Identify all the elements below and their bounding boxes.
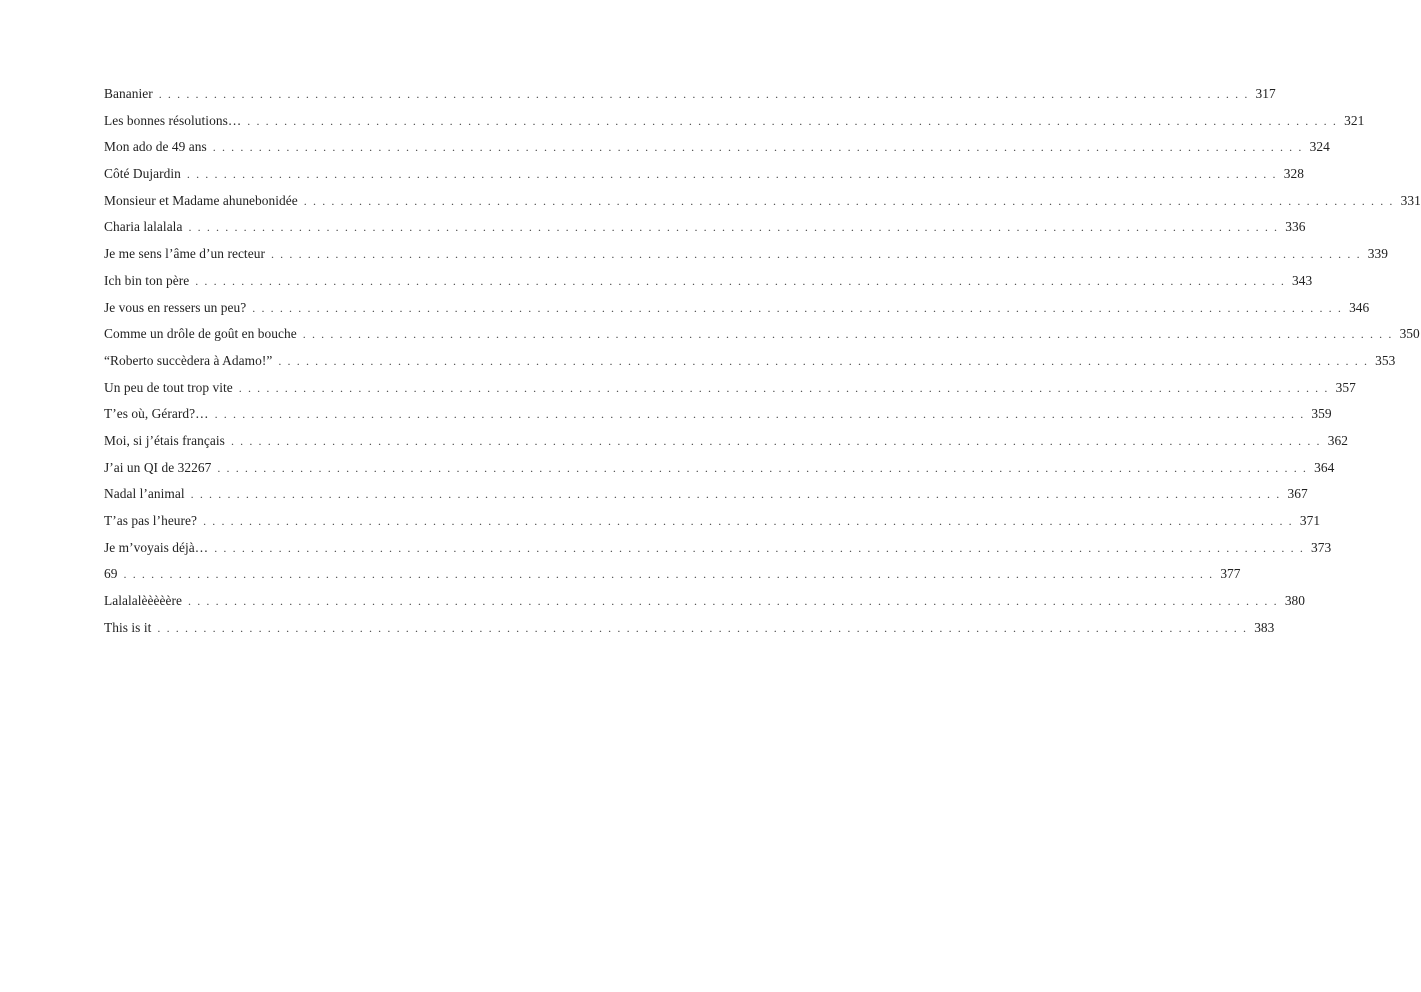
toc-dot-leader: ....................................................................................................................... [188, 220, 1284, 235]
toc-entry-page-number: 324 [1309, 139, 1330, 155]
toc-dot-leader: ....................................................................................................................... [230, 433, 1326, 448]
toc-entry [104, 112, 1365, 140]
toc-dot-leader: ....................................................................................................................... [214, 407, 1310, 422]
toc-entry [104, 566, 1241, 593]
toc-entry-title: Je vous en ressers un peu? [104, 299, 247, 315]
toc-entry-page-number: 371 [1299, 513, 1321, 528]
toc-entry-title: Monsieur et Madame ahunebonidée [104, 192, 298, 208]
toc-entry [104, 619, 1275, 647]
toc-dot-leader: ....................................................................................................................... [188, 594, 1283, 609]
toc-entry [104, 219, 1306, 246]
toc-entry-title: Mon ado de 49 ans [104, 139, 207, 155]
toc-entry-page-number: 377 [1220, 566, 1241, 582]
toc-entry [104, 486, 1308, 513]
toc-entry-title: Un peu de tout trop vite [104, 379, 233, 395]
toc-entry-page-number: 317 [1255, 86, 1276, 101]
toc-entry-page-number: 367 [1287, 486, 1308, 502]
toc-entry-page-number: 350 [1399, 326, 1420, 342]
toc-dot-leader: ....................................................................................................................... [214, 540, 1310, 555]
toc-dot-leader: ....................................................................................................................... [212, 140, 1308, 155]
toc-entry-page-number: 359 [1311, 406, 1332, 422]
toc-entry [104, 326, 1420, 353]
toc-entry-title: Je me sens l’âme d’un recteur [104, 246, 265, 262]
toc-entry-page-number: 383 [1254, 619, 1275, 635]
toc-entry-page-number: 328 [1283, 166, 1304, 182]
toc-entry-title: Ich bin ton père [104, 272, 190, 288]
toc-entry-page-number: 346 [1349, 299, 1370, 315]
toc-entry-page-number: 336 [1285, 219, 1306, 235]
toc-entry [104, 246, 1389, 273]
toc-entry-title: “Roberto succèdera à Adamo!” [104, 352, 273, 368]
toc-entry [104, 166, 1304, 193]
toc-entry-title: Les bonnes résolutions… [104, 112, 242, 128]
toc-dot-leader: ....................................................................................................................... [190, 487, 1286, 502]
toc-entry-title: J’ai un QI de 32267 [104, 459, 212, 475]
toc-dot-leader: ....................................................................................................................... [195, 273, 1291, 288]
toc-entry-page-number: 373 [1311, 539, 1332, 555]
toc-entry-title: Nadal l’animal [104, 486, 185, 502]
toc-entry-title: T’as pas l’heure? [104, 513, 198, 528]
toc-entry-title: Moi, si j’étais français [104, 432, 225, 448]
toc-entry [104, 539, 1332, 567]
toc-entry-page-number: 362 [1327, 432, 1348, 448]
toc-entry [104, 459, 1335, 487]
toc-dot-leader: ....................................................................................................................... [203, 514, 1298, 528]
toc-entry-title: Charia lalalala [104, 219, 183, 235]
toc-dot-leader: ....................................................................................................................... [123, 567, 1219, 582]
toc-entry-title: 69 [104, 566, 118, 582]
toc-entry-title: Comme un drôle de goût en bouche [104, 326, 297, 342]
toc-entry-page-number: 321 [1344, 112, 1365, 128]
toc-dot-leader: ....................................................................................................................... [278, 353, 1374, 368]
toc-entry-title: This is it [104, 619, 152, 635]
toc-dot-leader: ....................................................................................................................... [302, 327, 1398, 342]
toc-entry [104, 192, 1421, 220]
toc-dot-leader: ....................................................................................................................... [247, 113, 1343, 128]
toc-entry [104, 86, 1276, 113]
toc-entry-page-number: 380 [1284, 593, 1306, 609]
toc-dot-leader: ....................................................................................................................... [217, 460, 1313, 475]
toc-dot-leader: ....................................................................................................................... [270, 247, 1366, 262]
toc-dot-leader: ....................................................................................................................... [238, 380, 1334, 395]
toc-entry [104, 406, 1332, 433]
toc-entry-page-number: 343 [1292, 272, 1313, 288]
toc-entry-page-number: 353 [1375, 352, 1396, 368]
toc-dot-leader: ....................................................................................................................... [252, 300, 1348, 315]
toc-entry-page-number: 364 [1314, 459, 1335, 475]
toc-entry-page-number: 331 [1400, 192, 1421, 208]
toc-dot-leader: ....................................................................................................................... [303, 193, 1399, 208]
toc-entry [104, 139, 1330, 166]
toc-entry-page-number: 339 [1367, 246, 1389, 262]
toc-entry-title: T’es où, Gérard?… [104, 406, 209, 422]
toc-entry-title: Je m’voyais déjà… [104, 539, 209, 555]
toc-entry [104, 432, 1348, 460]
toc-entry-page-number: 357 [1335, 379, 1356, 395]
table-of-contents [104, 86, 1421, 646]
toc-dot-leader: ....................................................................................................................... [186, 167, 1282, 182]
toc-entry [104, 379, 1356, 407]
toc-entry [104, 272, 1313, 300]
toc-entry [104, 593, 1306, 620]
toc-entry [104, 513, 1321, 540]
toc-entry-title: Lalalalèèèèère [104, 593, 182, 609]
toc-entry-title: Bananier [104, 86, 153, 101]
toc-entry [104, 352, 1396, 380]
toc-entry [104, 299, 1370, 327]
toc-dot-leader: ....................................................................................................................... [158, 87, 1254, 101]
toc-entry-title: Côté Dujardin [104, 166, 181, 182]
toc-dot-leader: ....................................................................................................................... [157, 620, 1253, 635]
